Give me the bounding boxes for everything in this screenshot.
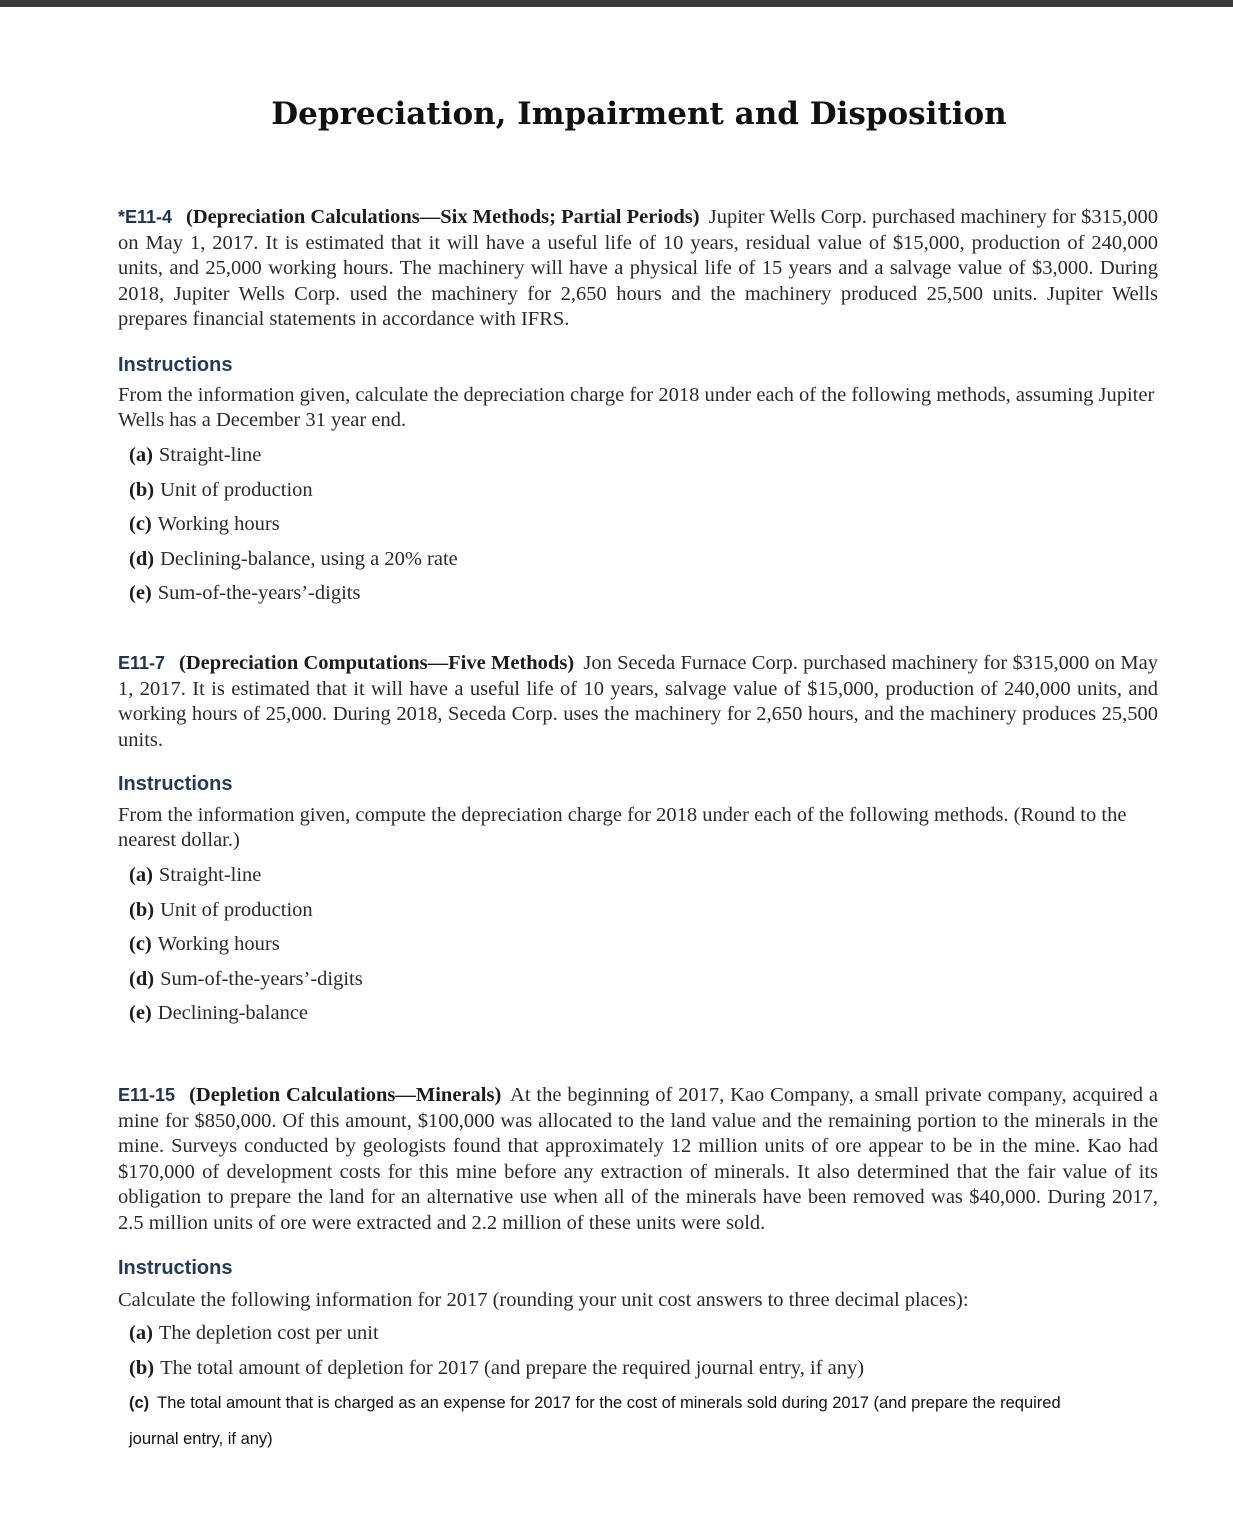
instructions-heading: Instructions (118, 354, 233, 376)
problem-heading: (Depletion Calculations—Minerals) (189, 1084, 502, 1106)
problem-code: *E11-4 (118, 207, 173, 227)
top-border-bar (0, 0, 1233, 7)
problem-body: Jon Seceda Furnace Corp. purchased machinery for $315,000 on May 1, 2017. It is estimated that it will have a useful life of 10 years, salvage value of $15,000, production of 240,000 units, and working hours of 25,000. During 2018, Seceda Corp. uses the machinery for 2,650 hours, and the machinery produces 25,500 units. (118, 652, 1158, 751)
list-item: (e) Sum-of-the-years’-digits (129, 582, 361, 604)
instructions-text: Calculate the following information for 2017 (rounding your unit cost answers to three decimal places): (118, 1289, 969, 1311)
list-item: (c) Working hours (129, 513, 280, 535)
list-item: (d) Sum-of-the-years’-digits (129, 967, 363, 990)
options-list-e11-7 (118, 858, 1158, 1031)
problem-e11-15-statement (118, 1083, 1158, 1236)
list-item: (d) Declining-balance, using a 20% rate (129, 547, 458, 570)
instructions-heading: Instructions (118, 1257, 233, 1279)
list-item: (a) Straight-line (129, 864, 262, 886)
list-item: (c) Working hours (129, 933, 280, 955)
list-item: (a) Straight-line (129, 444, 262, 466)
problem-heading: (Depreciation Computations—Five Methods) (179, 652, 575, 674)
instructions-text: From the information given, calculate the depreciation charge for 2018 under each of the following methods, assuming Jupiter Wells has a December 31 year end. (118, 384, 1155, 431)
instructions-heading: Instructions (118, 773, 233, 795)
list-item: (e) Declining-balance (129, 1002, 309, 1024)
problem-heading: (Depreciation Calculations—Six Methods; Partial Periods) (186, 206, 700, 228)
list-item: (b) The total amount of depletion for 2017 (and prepare the required journal entry, if any) (129, 1356, 865, 1379)
list-item: (b) Unit of production (129, 478, 313, 501)
problem-body: At the beginning of 2017, Kao Company, a small private company, acquired a mine for $850,000. Of this amount, $100,000 was allocated to the land value and the remaining portion to the minerals in the mine. Surveys conducted by geologists found that approximately 12 million units of ore appear to be in the mine. Kao had $170,000 of development costs for this mine before any extraction of minerals. It also determined that the fair value of its obligation to prepare the land for an alternative use when all of the minerals have been removed was $40,000. During 2017, 2.5 million units of ore were extracted and 2.2 million of these units were sold. (118, 1084, 1158, 1234)
list-item: (c) The total amount that is charged as an expense for 2017 for the cost of minerals sold during 2017 (and prepare the required journal entry, if any) (129, 1394, 1061, 1448)
list-item: (a) The depletion cost per unit (129, 1322, 379, 1344)
page-title: Depreciation, Impairment and Disposition (271, 96, 1007, 132)
problem-code: E11-15 (118, 1085, 176, 1105)
problem-code: E11-7 (118, 653, 166, 673)
problem-body: Jupiter Wells Corp. purchased machinery for $315,000 on May 1, 2017. It is estimated that it will have a useful life of 10 years, residual value of $15,000, production of 240,000 units, and 25,000 working hours. The machinery will have a physical life of 15 years and a salvage value of $3,000. During 2018, Jupiter Wells Corp. used the machinery for 2,650 hours and the machinery produced 25,500 units. Jupiter Wells prepares financial statements in accordance with IFRS. (118, 206, 1159, 330)
list-item: (b) Unit of production (129, 898, 313, 921)
problem-e11-7-statement (118, 651, 1158, 753)
instructions-text: From the information given, compute the depreciation charge for 2018 under each of the following methods. (Round to the nearest dollar.) (118, 804, 1127, 851)
options-list-e11-15 (118, 1316, 1158, 1457)
options-list-e11-4 (118, 438, 1158, 611)
problem-e11-4-statement (118, 205, 1158, 333)
